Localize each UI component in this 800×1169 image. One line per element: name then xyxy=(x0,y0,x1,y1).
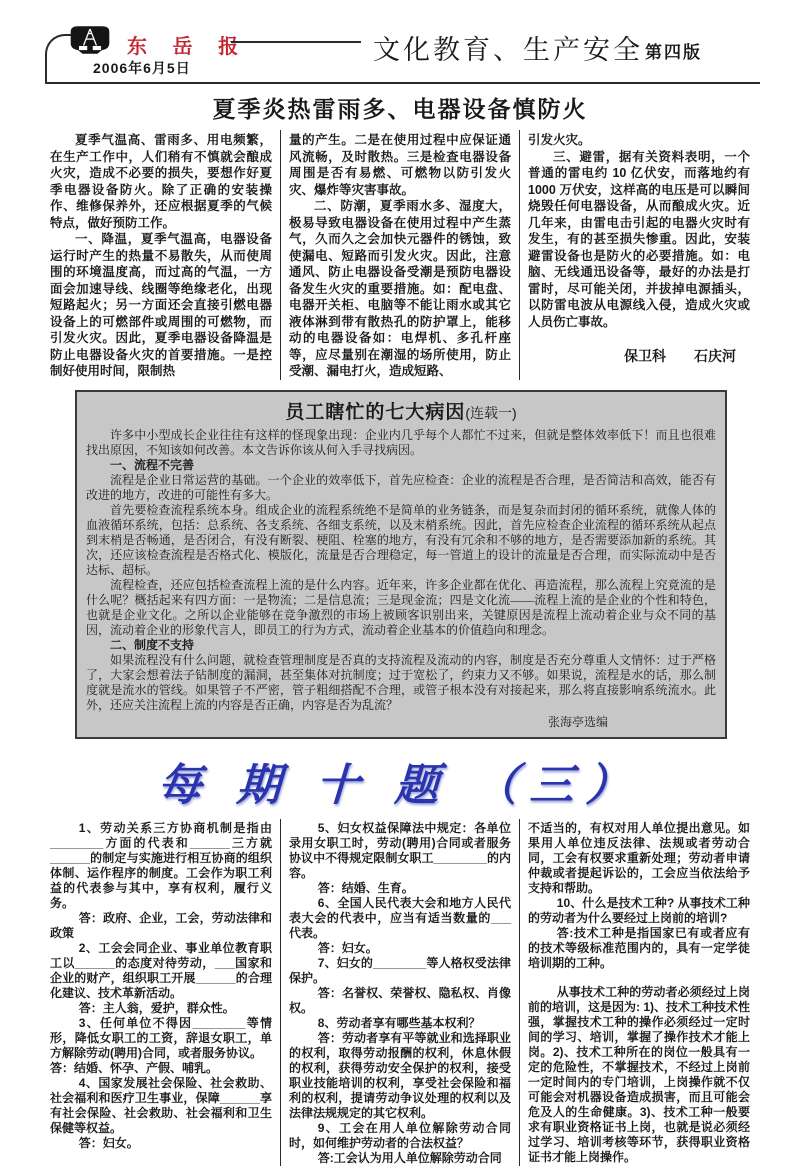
quiz-question: 4、国家发展社会保险、社会救助、社会福利和医疗卫生事业，保障______享有社会保险、社会救助、社会福利和卫生保健等权益。 xyxy=(50,1075,272,1135)
quiz-answer: 答：名誉权、荣誉权、隐私权、肖像权。 xyxy=(289,985,511,1015)
quiz-question: 9、工会在用人单位解除劳动合同时，如何维护劳动者的合法权益？ xyxy=(289,1120,511,1150)
box-section-heading: 一、流程不完善 xyxy=(110,457,195,472)
quiz-answer: 答：政府、企业，工会，劳动法律和政策 xyxy=(50,910,272,940)
article-column-1 xyxy=(42,130,280,380)
box-paragraph: 流程检查，还应包括检查流程上流的是什么内容。近年来，许多企业都在优化、再造流程，那么流程上究竟流的是什么呢？概括起来有四方面：一是物流；二是信息流；三是现金流；四是文化流——流程上流的是企业的个性和特色，也就是企业文化。之所以企业能够在竞争激烈的市场上被顾客识别出来，关键原因是流程上流动着企业与众不同的基因，流动着企业的形象代言人，即员工的行为方式，流动着企业基本的价值趋向和理念。 xyxy=(86,577,716,637)
quiz-answer: 答：结婚、怀孕、产假、哺乳。 xyxy=(50,1060,219,1075)
masthead xyxy=(45,22,760,84)
quiz-answer-continuation: 不适当的，有权对用人单位提出意见。如果用人单位违反法律、法规或者劳动合同，工会有权要求重新处理；劳动者申请仲裁或者提起诉讼的，工会应当依法给予支持和帮助。 xyxy=(528,820,750,895)
article-column-3 xyxy=(519,130,758,380)
quiz-answer: 答：结婚、生育。 xyxy=(317,880,414,895)
quiz-question: 1、劳动关系三方协商机制是指由________方面的代表和______三方就______的制定与实施进行相互协商的组织体制、运作程序的制度。工会作为职工利益的代表参与其中，享有权利，履行义务。 xyxy=(50,820,272,910)
quiz-question: 6、全国人民代表大会和地方人民代表大会的代表中，应当有适当数量的___代表。 xyxy=(289,895,511,940)
quiz-section xyxy=(42,819,758,1166)
quiz-banner-title: 每 期 十 题 （三） xyxy=(156,760,644,810)
edition-label: 第四版 xyxy=(645,43,702,62)
article-column-2 xyxy=(280,130,519,380)
article-byline: 保卫科 石庆河 xyxy=(624,348,736,364)
box-intro-paragraph: 许多中小型成长企业往往有这样的怪现象出现：企业内几乎每个人都忙不过来，但就是整体效率低下！而且也很难找出原因，不知该如何改善。本文告诉你该从何入手寻找病因。 xyxy=(86,427,716,457)
article-seven-causes-box xyxy=(75,390,727,739)
section-title: 文化教育、生产安全 xyxy=(373,35,643,65)
box-section-heading: 二、制度不支持 xyxy=(110,637,195,652)
article-title: 夏季炎热雷雨多、电器设备慎防火 xyxy=(212,96,588,122)
quiz-answer: 答：妇女。 xyxy=(317,940,378,955)
quiz-question: 2、工会会同企业、事业单位教育职工以______的态度对待劳动，___国家和企业的财产，组织职工开展______的合理化建议、技术革新活动。 xyxy=(50,940,272,1000)
paper-name: 东 岳 报 xyxy=(127,36,249,58)
paragraph: 夏季气温高、雷雨多、用电频繁，在生产工作中，人们稍有不慎就会酿成火灾，造成不必要的损失，要想作好夏季电器设备防火。除了正确的安装操作、维修保养外，还应根据夏季的气候特点，做好预防工作。 xyxy=(50,133,272,230)
paragraph: 引发火灾。 xyxy=(528,133,591,147)
paragraph: 量的产生。二是在使用过程中应保证通风流畅，及时散热。三是检查电器设备周围是否有易燃、可燃物以防引发火灾、爆炸等灾害事故。 xyxy=(289,133,511,197)
quiz-question: 5、妇女权益保障法中规定：各单位录用女职工时，劳动(聘用)合同或者服务协议中不得规定限制女职工________的内容。 xyxy=(289,820,511,880)
quiz-question: 3、任何单位不得因________等情形，降低女职工的工资，辞退女职工，单方解除劳动(聘用)合同，或者服务协议。 xyxy=(50,1015,272,1060)
quiz-column-2 xyxy=(280,819,519,1166)
editor-credit: 张海亭选编 xyxy=(547,714,608,729)
quiz-answer: 答:技术工种是指国家已有或者应有的技术等级标准范围内的，具有一定学徒培训期的工种。 xyxy=(528,925,750,970)
quiz-answer: 答:工会认为用人单位解除劳动合同 xyxy=(317,1150,502,1165)
box-title-text: 员工瞎忙的七大病因 xyxy=(285,401,466,423)
paragraph: 二、防潮，夏季雨水多、湿度大，极易导致电器设备在使用过程中产生蒸气，久而久之会加快元器件的锈蚀，致使漏电、短路而引发火灾。因此，注意通风、防止电器设备受潮是预防电器设备发生火灾的重要措施。如：配电盘、电器开关柜、电脑等不能让雨水或其它液体淋到带有散热孔的防护罩上，能移动的电器设备如：电焊机、多孔杆座等，应尽量别在潮湿的场所使用，防止受潮、漏电打火，造成短路、 xyxy=(289,199,511,378)
newspaper-logo-icon xyxy=(67,24,113,61)
box-paragraph: 如果流程没有什么问题，就检查管理制度是否真的支持流程及流动的内容，制度是否充分尊重人文情怀：过于严格了，大家会想着法子钻制度的漏洞，甚至集体对抗制度；过于宽松了，约束力又不够。如果说，流程是水的话，那么制度就是流水的管线。如果管子不严密，管子粗细搭配不合理，或管子根本没有对接起来，那么将直接影响系统流水。此外，还应关注流程上流的内容是否正确，内容是否为乱流？ xyxy=(86,652,716,712)
article-columns xyxy=(42,130,758,380)
quiz-column-3 xyxy=(519,819,758,1166)
paper-date: 2006年6月5日 xyxy=(93,60,191,76)
quiz-question: 7、妇女的________等人格权受法律保护。 xyxy=(289,955,511,985)
quiz-answer: 答：妇女。 xyxy=(78,1135,139,1150)
quiz-answer: 答：劳动者享有平等就业和选择职业的权利，取得劳动报酬的权利，休息休假的权利，获得劳动安全保护的权利，接受职业技能培训的权利，享受社会保险和福利的权利，提请劳动争议处理的权利以及法律法规规定的其它权利。 xyxy=(289,1030,511,1120)
paragraph: 三、避雷，据有关资料表明，一个普通的雷电约 10 亿伏安，而落地约有 1000 万伏安，这样高的电压是可以瞬间烧毁任何电器设备，从而酿成火灾。近几年来，由雷电击引起的电器火灾时有发生，有的甚至损失惨重。因此，安装避雷设备也是防火的必要措施。如：电脑、无线通迅设备等，最好的办法是打雷时，尽可能关闭，并拔掉电源插头，以防雷电波从电源线入侵，造成火灾或人员伤亡事故。 xyxy=(528,149,750,329)
box-title-suffix: (连载一) xyxy=(465,404,517,421)
box-paragraph: 首先要检查流程系统本身。组成企业的流程系统绝不是简单的业务链条，而是复杂而封闭的循环系统，就像人体的血液循环系统，包括：总系统、各支系统、各细支系统，以及末梢系统。因此，首先应检查企业流程的循环系统从起点到末梢是否畅通，是否闭合，有没有断裂、梗阻、栓塞的地方，有没有冗余和不够的地方，是否需要添加新的系统。其次，还应该检查流程是否格式化、模版化，流量是否合理稳定，每一管道上的设计的流量是否合理，而实际流动中是否达标、超标。 xyxy=(86,502,716,577)
quiz-answer: 从事技术工种的劳动者必须经过上岗前的培训，这是因为: 1)、技术工种技术性强，掌握技术工种的操作必须经过一定时间的学习、培训，掌握了操作技术才能上岗。2)、技术工种所在的岗位一般具有一定的危险性，不掌握技术，不经过上岗前一定时间内的专门培训，上岗操作就不仅可能会对机器设备造成损害，而且可能会危及人的生命健康。3)、技术工种一般要求有职业资格证书上岗，也就是说必须经过学习、培训考核等环节，获得职业资格证书才能上岗操作。 xyxy=(528,984,751,1164)
quiz-question: 10、什么是技术工种? 从事技术工种的劳动者为什么要经过上岗前的培训? xyxy=(528,895,750,925)
quiz-question: 8、劳动者享有哪些基本权利？ xyxy=(317,1015,481,1030)
box-article-title xyxy=(86,397,716,424)
article-fire-safety xyxy=(0,91,800,380)
quiz-column-1 xyxy=(42,819,280,1166)
masthead-dash-line xyxy=(231,41,361,43)
box-paragraph: 流程是企业日常运营的基础。一个企业的效率低下，首先应检查：企业的流程是否合理，是否简洁和高效，能否有改进的地方，改进的可能性有多大。 xyxy=(86,472,716,502)
paragraph: 一、降温，夏季气温高，电器设备运行时产生的热量不易散失，从而使周围的环境温度高，而过高的气温，一方面会加速导线、线圈等绝缘老化，出现短路起火；另一方面还会直接引燃电器设备上的可燃部件或周围的可燃物，而引发火灾。因此，夏季电器设备降温是防止电器设备火灾的首要措施。一是控制好使用时间，限制热 xyxy=(50,232,272,378)
quiz-answer: 答：主人翁，爱护，群众性。 xyxy=(78,1000,235,1015)
